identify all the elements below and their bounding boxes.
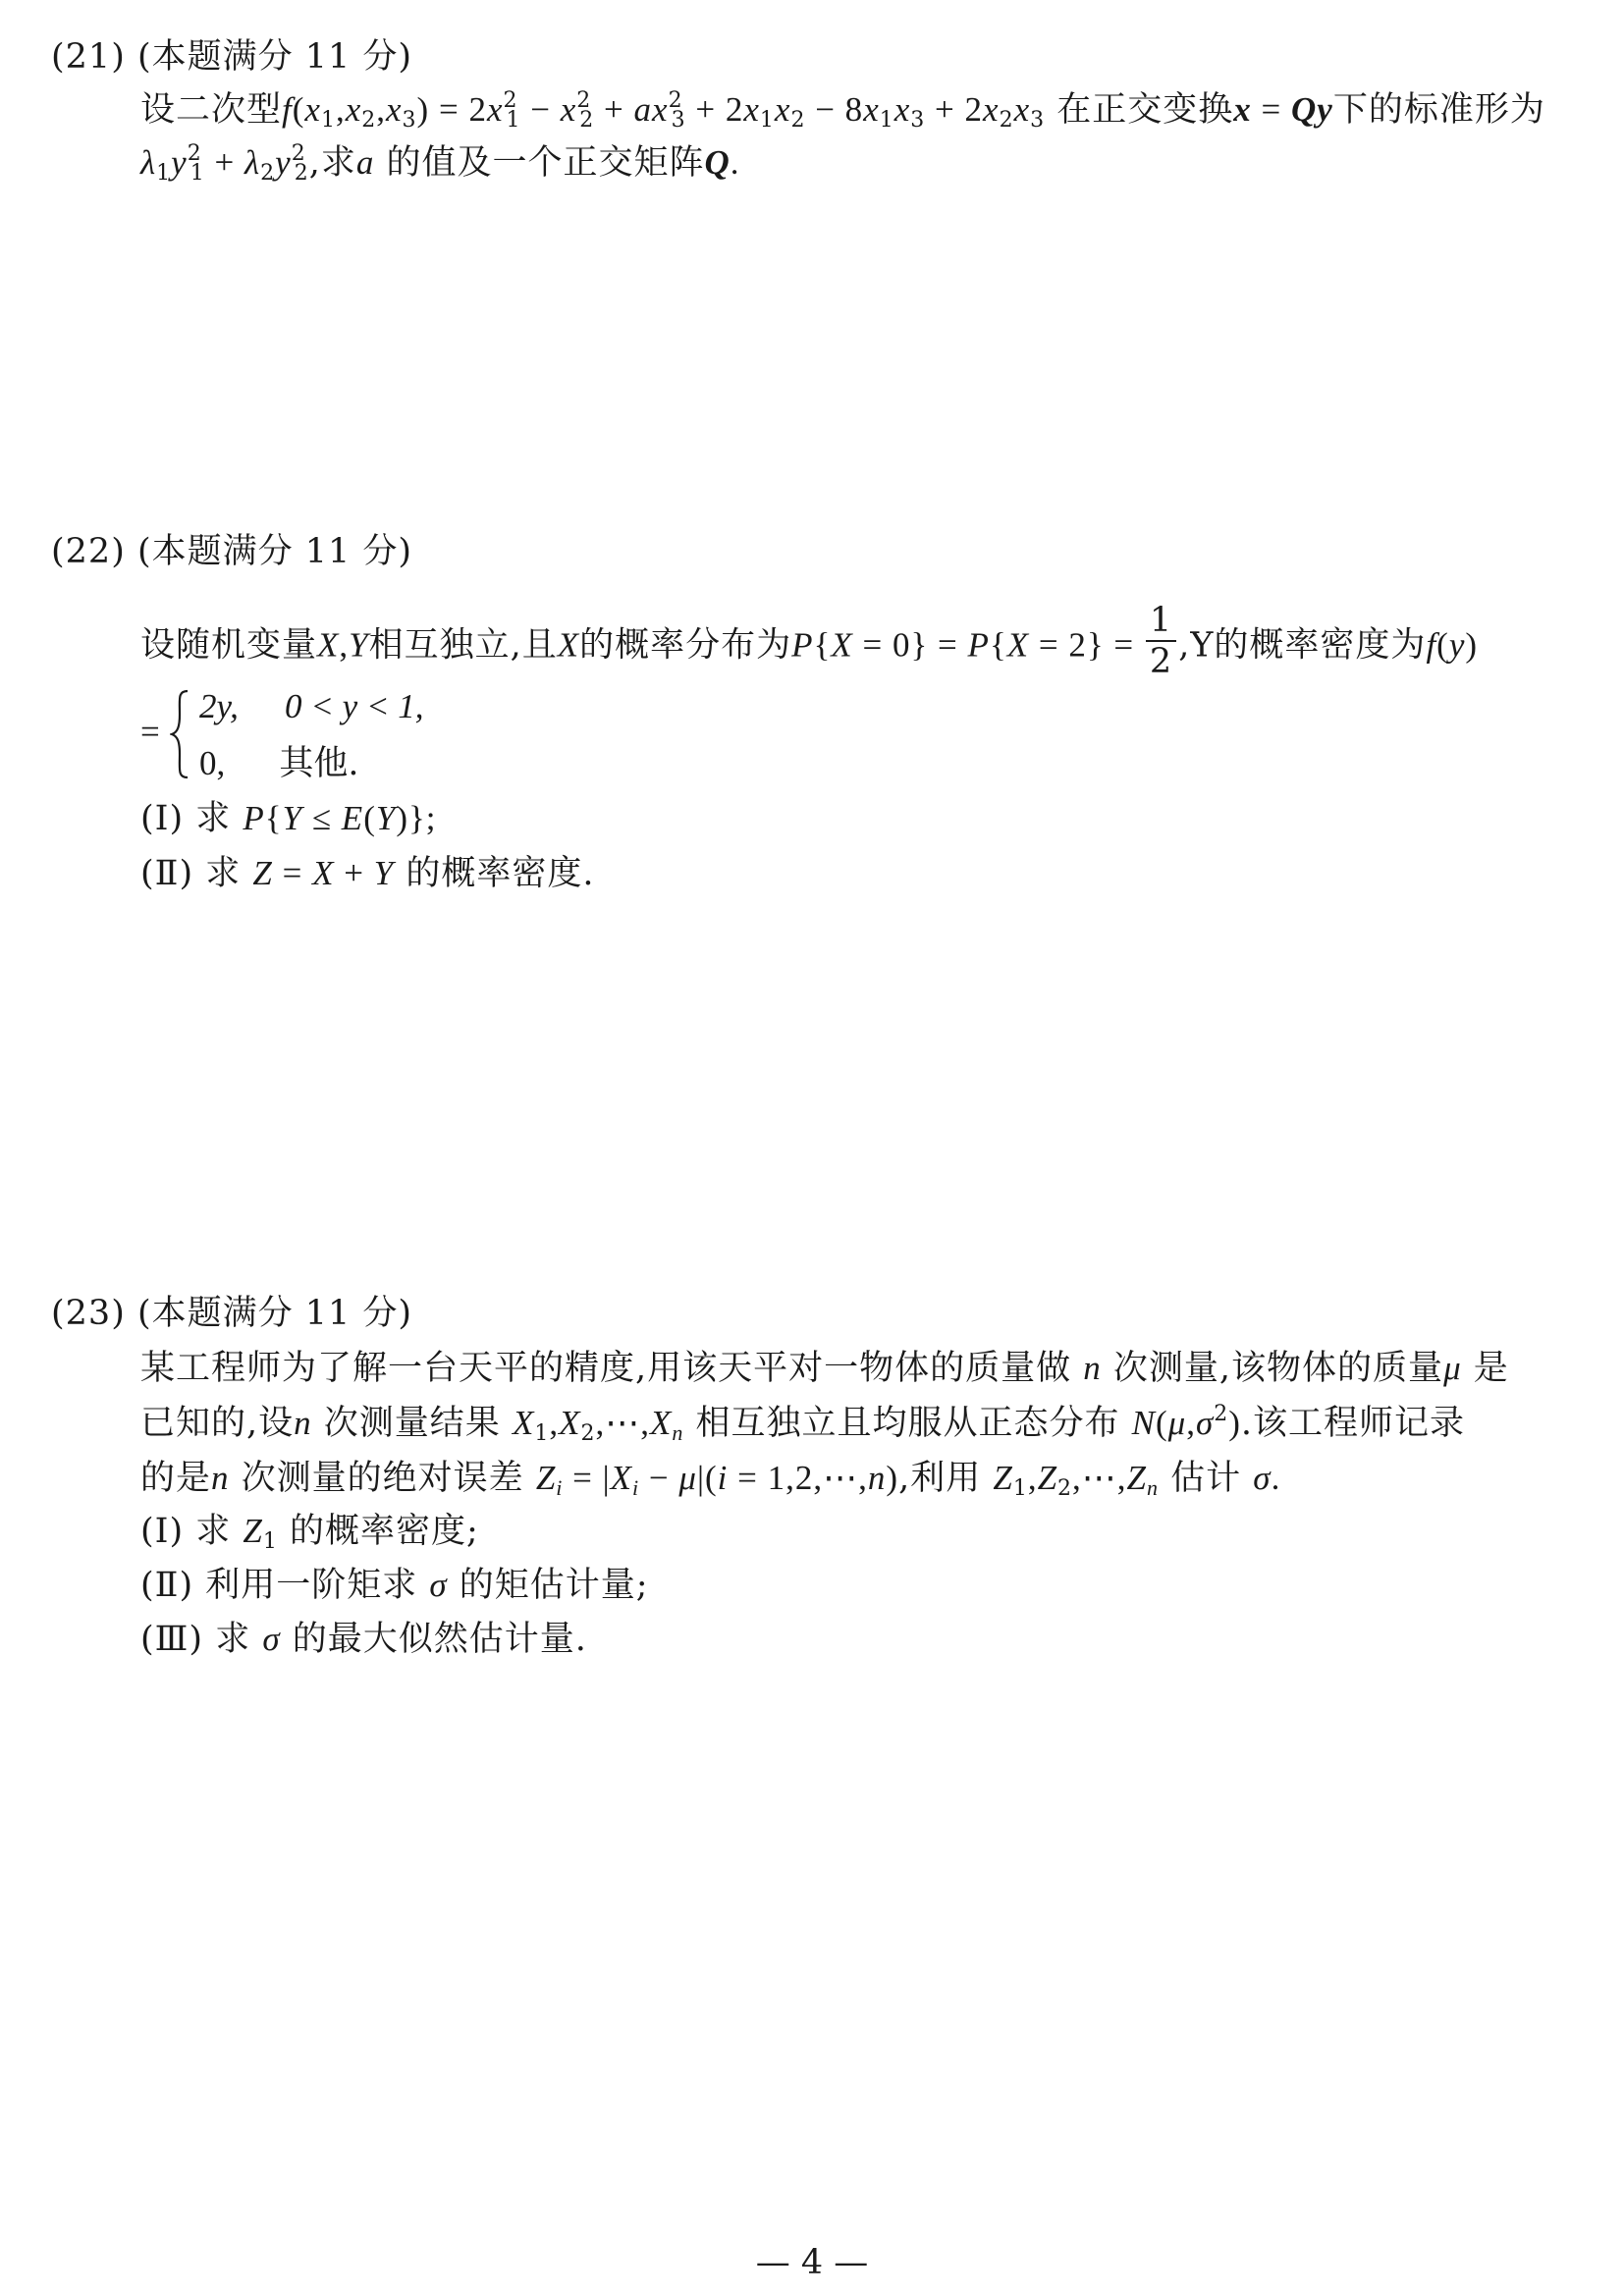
problem-21-line-2: $\lambda_1y^2_1 + \lambda_2y^2_2$,求a 的值及一个正交矩阵Q. [140, 141, 740, 186]
problem-23-line-2: 已知的,设n 次测量结果 $X_1,X_2,\cdots,X_n$ 相互独立且均服从正态分布 $N(\mu,\sigma^2)$.该工程师记录 [140, 1402, 1466, 1446]
problem-23-header: (23) (本题满分 11 分) [51, 1294, 413, 1333]
problem-22-part-2-label: (Ⅱ) 求 [140, 854, 242, 893]
problem-22-case-1: 2y, 0 < y < 1, [199, 687, 424, 725]
problem-22-part-1: (Ⅰ) 求 P{Y ≤ E(Y)}; [140, 799, 437, 838]
problem-22-intro: 设随机变量 [140, 625, 318, 666]
problem-23-part-3: (Ⅲ) 求 σ 的最大似然估计量. [140, 1620, 587, 1659]
problem-21-line-1: 设二次型$f(x_1,x_2,x_3) = 2x^2_1 - x^2_2 + ax^2_3 + 2x_1x_2 - 8x_1x_3 + 2x_2x_3$ 在正交变换x = Qy下的标准形为 [140, 88, 1545, 133]
problem-21-ask-text: ,求 [308, 143, 356, 183]
problem-22-piecewise-density: = 2y, 0 < y < 1, 0, 其他. [140, 687, 424, 783]
page-number: — 4 — [755, 2243, 869, 2282]
problem-23-line-1: 某工程师为了解一台天平的精度,用该天平对一物体的质量做 n 次测量,该物体的质量μ 是 [140, 1349, 1509, 1388]
problem-22-density-text: ,Y的概率密度为 [1178, 625, 1427, 666]
problem-21-header: (21) (本题满分 11 分) [51, 37, 413, 77]
problem-22-part-2: (Ⅱ) 求 Z = X + Y 的概率密度. [140, 854, 595, 893]
problem-22-case-2: 0, 其他. [199, 744, 359, 783]
problem-22-dist-text: 的概率分布为 [579, 625, 792, 666]
problem-23-line-3: 的是n 次测量的绝对误差 $Z_i = |X_i - \mu|(i$ = 1,2,⋯,n),利用 $Z_1,Z_2,\cdots,Z_n$ 估计 σ. [140, 1459, 1281, 1501]
problem-22-header: (22) (本题满分 11 分) [51, 532, 413, 571]
problem-21-transform-text: 在正交变换 [1056, 90, 1234, 130]
problem-21-value-text: 的值及一个正交矩阵 [386, 143, 705, 183]
problem-21-quadratic-form: f [282, 90, 293, 129]
problem-21-matrix-q: Q [704, 143, 731, 182]
problem-22-fraction-half: $\frac{1}{2}$ [1146, 601, 1176, 681]
problem-22-independent-text: 相互独立,且 [368, 625, 558, 666]
problem-21-intro: 设二次型 [140, 90, 283, 130]
problem-22-part-1-label: (Ⅰ) 求 [140, 799, 232, 838]
problem-22-part-2-tail: 的概率密度. [406, 854, 595, 893]
problem-22-line-1: 设随机变量X,Y相互独立,且X的概率分布为P{X = 0} = P{X = 2} = $\frac{1}{2}$ ,Y的概率密度为f(y) [140, 601, 1479, 681]
left-brace-icon [170, 687, 191, 781]
problem-23-part-1: (Ⅰ) 求 $Z_1$ 的概率密度; [140, 1512, 479, 1554]
problem-21-var-a: a [355, 143, 375, 182]
problem-23-part-2: (Ⅱ) 利用一阶矩求 σ 的矩估计量; [140, 1566, 649, 1605]
problem-21-under-text: 下的标准形为 [1332, 90, 1545, 130]
